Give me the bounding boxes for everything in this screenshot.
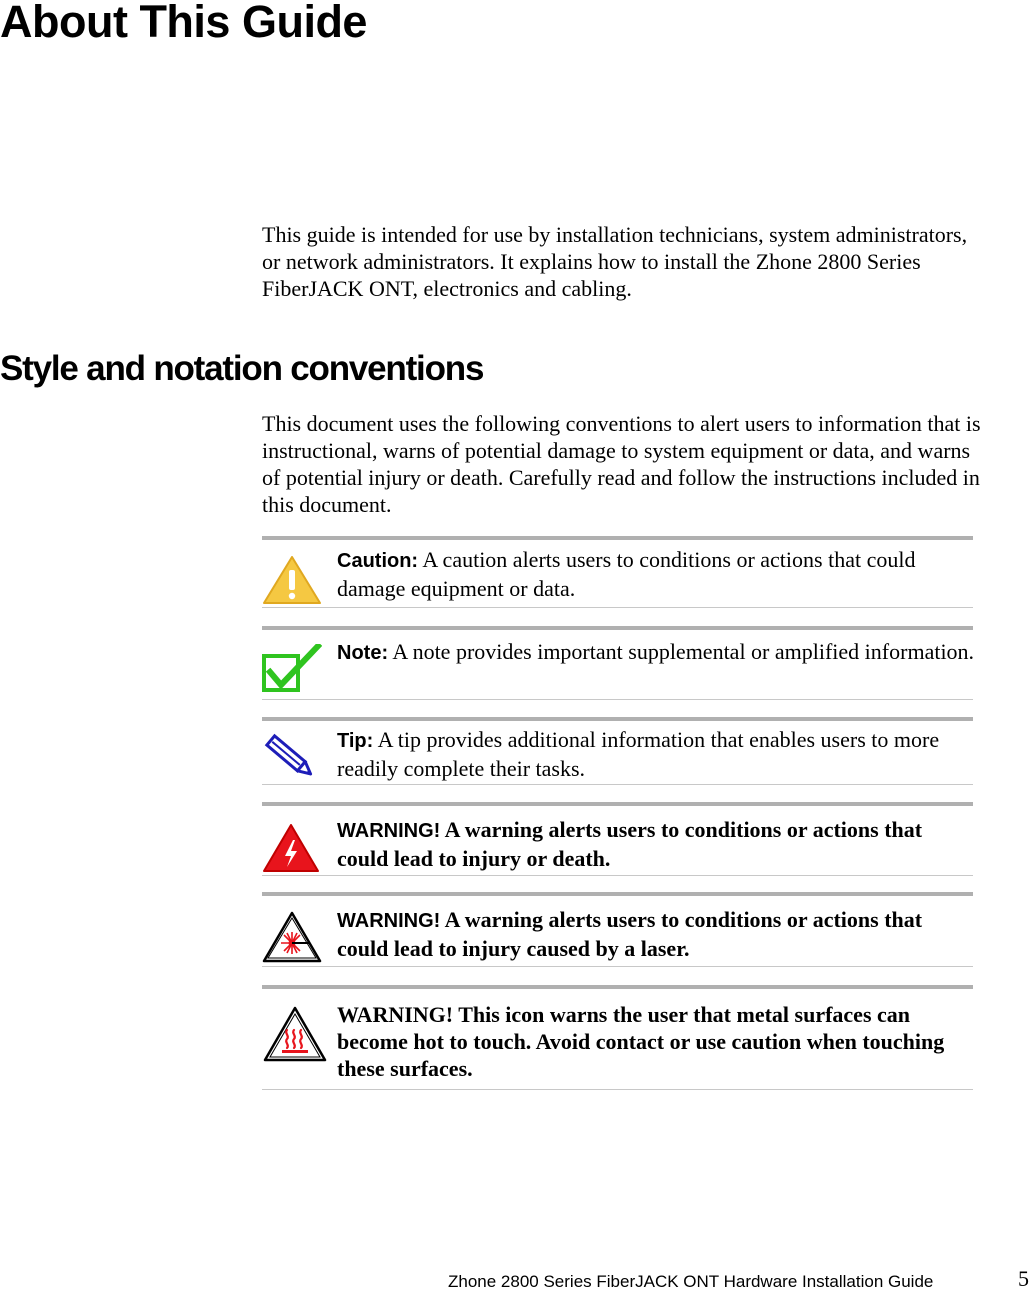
laser-hazard-icon <box>262 910 322 969</box>
caution-notice <box>262 536 973 608</box>
section-body: This document uses the following conventions to alert users to information that is instructional, warns of potential damage to system equipment or data, and warns of potential injury or death. Carefully read and follow the instructions included in this document. <box>262 411 981 517</box>
tip-text: A tip provides additional information that enables users to more readily complete their tasks. <box>337 727 940 781</box>
warning-hot-notice <box>262 985 973 1090</box>
hot-surface-icon <box>262 1005 328 1068</box>
caution-text: A caution alerts users to conditions or actions that could damage equipment or data. <box>337 547 916 601</box>
section-heading: Style and notation conventions <box>0 349 484 388</box>
caution-triangle-icon <box>262 554 322 611</box>
note-label: Note: <box>337 642 389 664</box>
note-text: A note provides important supplemental or amplified information. <box>388 639 975 664</box>
note-notice <box>262 626 973 700</box>
electrical-hazard-icon <box>262 822 320 879</box>
warning-injury-text: A warning alerts users to conditions or actions that could lead to injury or death. <box>337 817 923 871</box>
pencil-icon <box>262 731 318 790</box>
intro-paragraph: This guide is intended for use by installation technicians, system administrators, or network administrators. It explains how to install the Zhone 2800 Series FiberJACK ONT, electronics and cabling. <box>262 222 968 301</box>
tip-notice <box>262 717 973 785</box>
page-number: 5 <box>1018 1266 1029 1291</box>
checkmark-icon <box>262 644 322 699</box>
page-title: About This Guide <box>0 0 367 47</box>
warning-laser-notice <box>262 892 973 967</box>
tip-label: Tip: <box>337 730 374 752</box>
footer-title: Zhone 2800 Series FiberJACK ONT Hardware Installation Guide <box>448 1272 934 1291</box>
warning-laser-label: WARNING! <box>337 910 441 932</box>
warning-injury-notice <box>262 802 973 876</box>
warning-laser-text: A warning alerts users to conditions or actions that could lead to injury caused by a laser. <box>337 907 923 961</box>
caution-label: Caution: <box>337 550 419 572</box>
warning-hot-text: WARNING! This icon warns the user that metal surfaces can become hot to touch. Avoid contact or use caution when touching these surfaces. <box>337 1002 945 1081</box>
warning-injury-label: WARNING! <box>337 820 441 842</box>
